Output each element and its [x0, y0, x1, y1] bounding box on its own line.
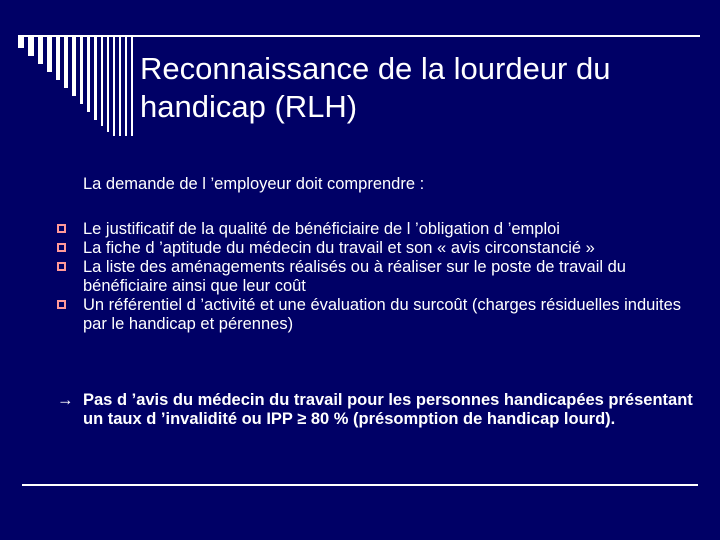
- square-bullet-icon: [57, 224, 66, 233]
- square-bullet-icon: [57, 262, 66, 271]
- list-item: [57, 296, 697, 334]
- list-item: [57, 258, 697, 296]
- list-item: [57, 239, 697, 258]
- right-arrow-icon: →: [57, 391, 74, 409]
- list-item-text: Le justificatif de la qualité de bénéficiaire de l ’obligation d ’emploi: [83, 220, 560, 238]
- slide-title: Reconnaissance de la lourdeur du handicap (RLH): [140, 51, 611, 124]
- top-rule: [18, 35, 700, 37]
- list-item-text: Un référentiel d ’activité et une évaluation du surcoût (charges résiduelles induites par le handicap et pérennes): [83, 296, 682, 333]
- square-bullet-icon: [57, 300, 66, 309]
- list-item: [57, 220, 697, 239]
- list-item-text: La liste des aménagements réalisés ou à réaliser sur le poste de travail du bénéficiaire ainsi que leur coût: [83, 258, 626, 295]
- note-block: [57, 391, 697, 429]
- bottom-rule: [22, 484, 698, 486]
- intro-text: La demande de l ’employeur doit comprendre :: [83, 175, 425, 193]
- square-bullet-icon: [57, 243, 66, 252]
- note-text: Pas d ’avis du médecin du travail pour les personnes handicapées présentant un taux d ’invalidité ou IPP ≥ 80 % (présomption de handicap lourd).: [83, 391, 693, 428]
- requirements-list: [57, 220, 697, 334]
- list-item-text: La fiche d ’aptitude du médecin du travail et son « avis circonstancié »: [83, 239, 595, 257]
- decorative-stripes: [18, 36, 138, 136]
